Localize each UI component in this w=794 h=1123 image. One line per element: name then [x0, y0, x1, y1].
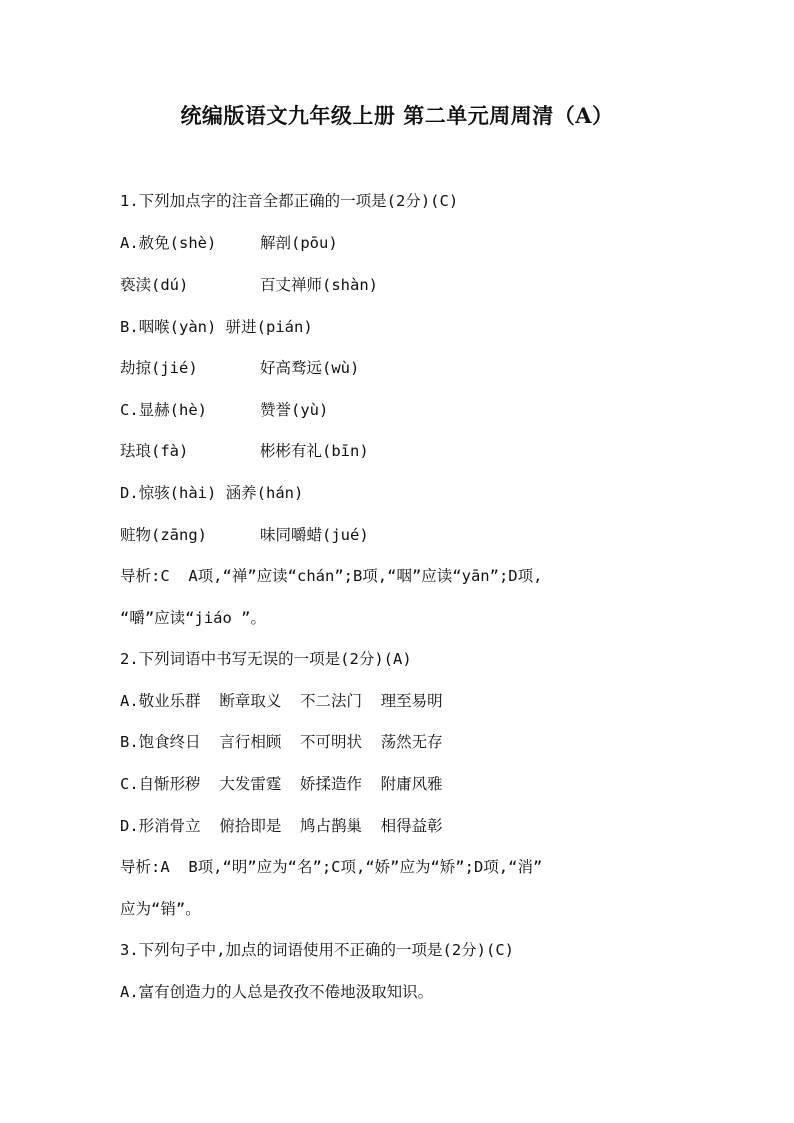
- q1-option-a-word1: A.赦免(shè): [120, 234, 217, 252]
- q1-option-a-word4: 百丈禅师(shàn): [260, 276, 378, 294]
- q1-option-c-word1: C.显赫(hè): [120, 401, 207, 419]
- q2-guide-line1: 导析:A B项,“明”应为“名”;C项,“娇”应为“矫”;D项,“消”: [120, 858, 543, 876]
- q3-option-a: A.富有创造力的人总是孜孜不倦地汲取知识。: [120, 983, 434, 1001]
- q1-option-a-word3: 亵渎(dú): [120, 276, 189, 294]
- q2-option-d: D.形消骨立 俯拾即是 鸠占鹊巢 相得益彰: [120, 817, 443, 835]
- q1-option-d-line1: D.惊骇(hài) 涵养(hán): [120, 484, 304, 502]
- q1-option-c-word4: 彬彬有礼(bīn): [260, 442, 369, 460]
- q1-option-d-word4: 味同嚼蜡(jué): [260, 526, 369, 544]
- q1-option-b-line1: B.咽喉(yàn) 骈进(pián): [120, 318, 313, 336]
- q2-stem: 2.下列词语中书写无误的一项是(2分)(A): [120, 650, 412, 668]
- q1-option-b-word4: 好高骛远(wù): [260, 359, 360, 377]
- q1-option-c-word3: 珐琅(fà): [120, 442, 189, 460]
- q3-stem: 3.下列句子中,加点的词语使用不正确的一项是(2分)(C): [120, 941, 514, 959]
- q1-option-b-word3: 劫掠(jié): [120, 359, 198, 377]
- q2-option-a: A.敬业乐群 断章取义 不二法门 理至易明: [120, 692, 443, 710]
- document-title: 统编版语文九年级上册 第二单元周周清（A）: [180, 103, 614, 128]
- q1-option-d-word3: 赃物(zāng): [120, 526, 207, 544]
- q2-guide-line2: 应为“销”。: [120, 900, 201, 918]
- q1-option-c-word2: 赞誉(yù): [260, 401, 329, 419]
- q1-guide-line2: “嚼”应读“jiáo ”。: [120, 609, 266, 627]
- q1-stem: 1.下列加点字的注音全都正确的一项是(2分)(C): [120, 192, 459, 210]
- q1-guide-line1: 导析:C A项,“禅”应读“chán”;B项,“咽”应读“yān”;D项,: [120, 567, 543, 585]
- q1-option-a-word2: 解剖(pōu): [260, 234, 338, 252]
- q2-option-c: C.自惭形秽 大发雷霆 娇揉造作 附庸风雅: [120, 775, 443, 793]
- q2-option-b: B.饱食终日 言行相顾 不可明状 荡然无存: [120, 733, 443, 751]
